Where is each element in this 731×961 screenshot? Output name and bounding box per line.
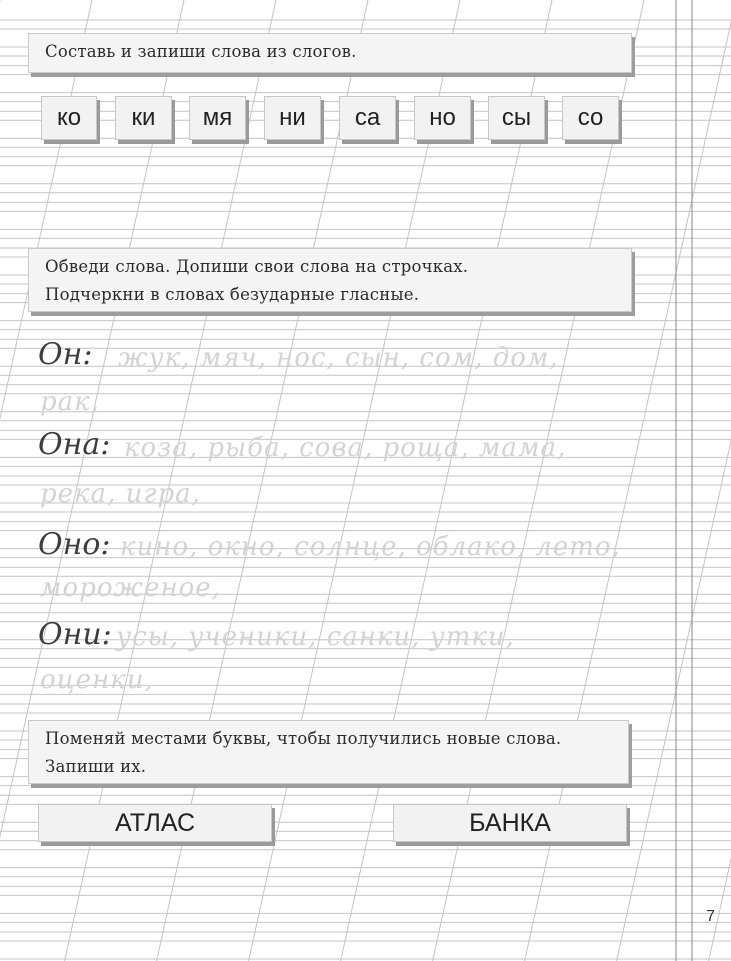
word-card-banka[interactable] [393,804,627,842]
word-text: АТЛАС [114,808,196,837]
task1-instruction [28,33,632,73]
syllable-card-ko[interactable] [41,96,97,140]
syllable-card-mya[interactable] [189,96,246,140]
word-text: БАНКА [469,808,551,837]
syllable-text: ки [131,104,156,131]
trace-words-line: кино, окно, солнце, облако, лето, [120,532,621,562]
syllable-text: мя [202,104,233,131]
handwriting-label-oni: Они: [38,617,112,652]
handwriting-label-ona: Она: [38,427,111,462]
syllable-text: са [354,104,381,131]
syllable-card-so[interactable] [562,96,619,140]
task2-instruction [28,248,632,312]
handwriting-label-ono: Оно: [38,527,111,562]
syllable-card-no[interactable] [414,96,471,140]
trace-words-line: жук, мяч, нос, сын, сом, дом, [118,343,559,373]
trace-words-line: река, игра, [40,479,201,509]
task2-instruction-line1: Обведи слова. Допиши свои слова на строчках. [45,257,469,276]
syllable-text: но [429,104,456,131]
trace-words-line: коза, рыба, сова, роща, мама, [124,433,567,463]
syllable-card-sy[interactable] [488,96,545,140]
syllable-text: ко [56,104,82,131]
syllable-text: сы [501,104,532,131]
trace-words-line: мороженое, [40,573,221,603]
page-number: 7 [706,908,715,925]
word-card-atlas[interactable] [38,804,272,842]
task1-instruction-text: Составь и запиши слова из слогов. [45,42,357,61]
syllable-text: ни [279,104,306,131]
task3-instruction-line1: Поменяй местами буквы, чтобы получились новые слова. [45,729,562,748]
trace-words-line: рак, [40,387,100,417]
trace-words-line: оценки, [40,665,154,695]
handwriting-label-on: Он: [38,337,93,372]
syllable-card-sa[interactable] [339,96,396,140]
task2-instruction-line2: Подчеркни в словах безударные гласные. [45,285,420,304]
task3-instruction [28,720,629,784]
trace-words-line: усы, ученики, санки, утки, [116,622,515,652]
task3-instruction-line2: Запиши их. [45,757,147,776]
syllable-card-ni[interactable] [264,96,321,140]
syllable-card-ki[interactable] [115,96,172,140]
syllable-text: со [577,104,604,131]
